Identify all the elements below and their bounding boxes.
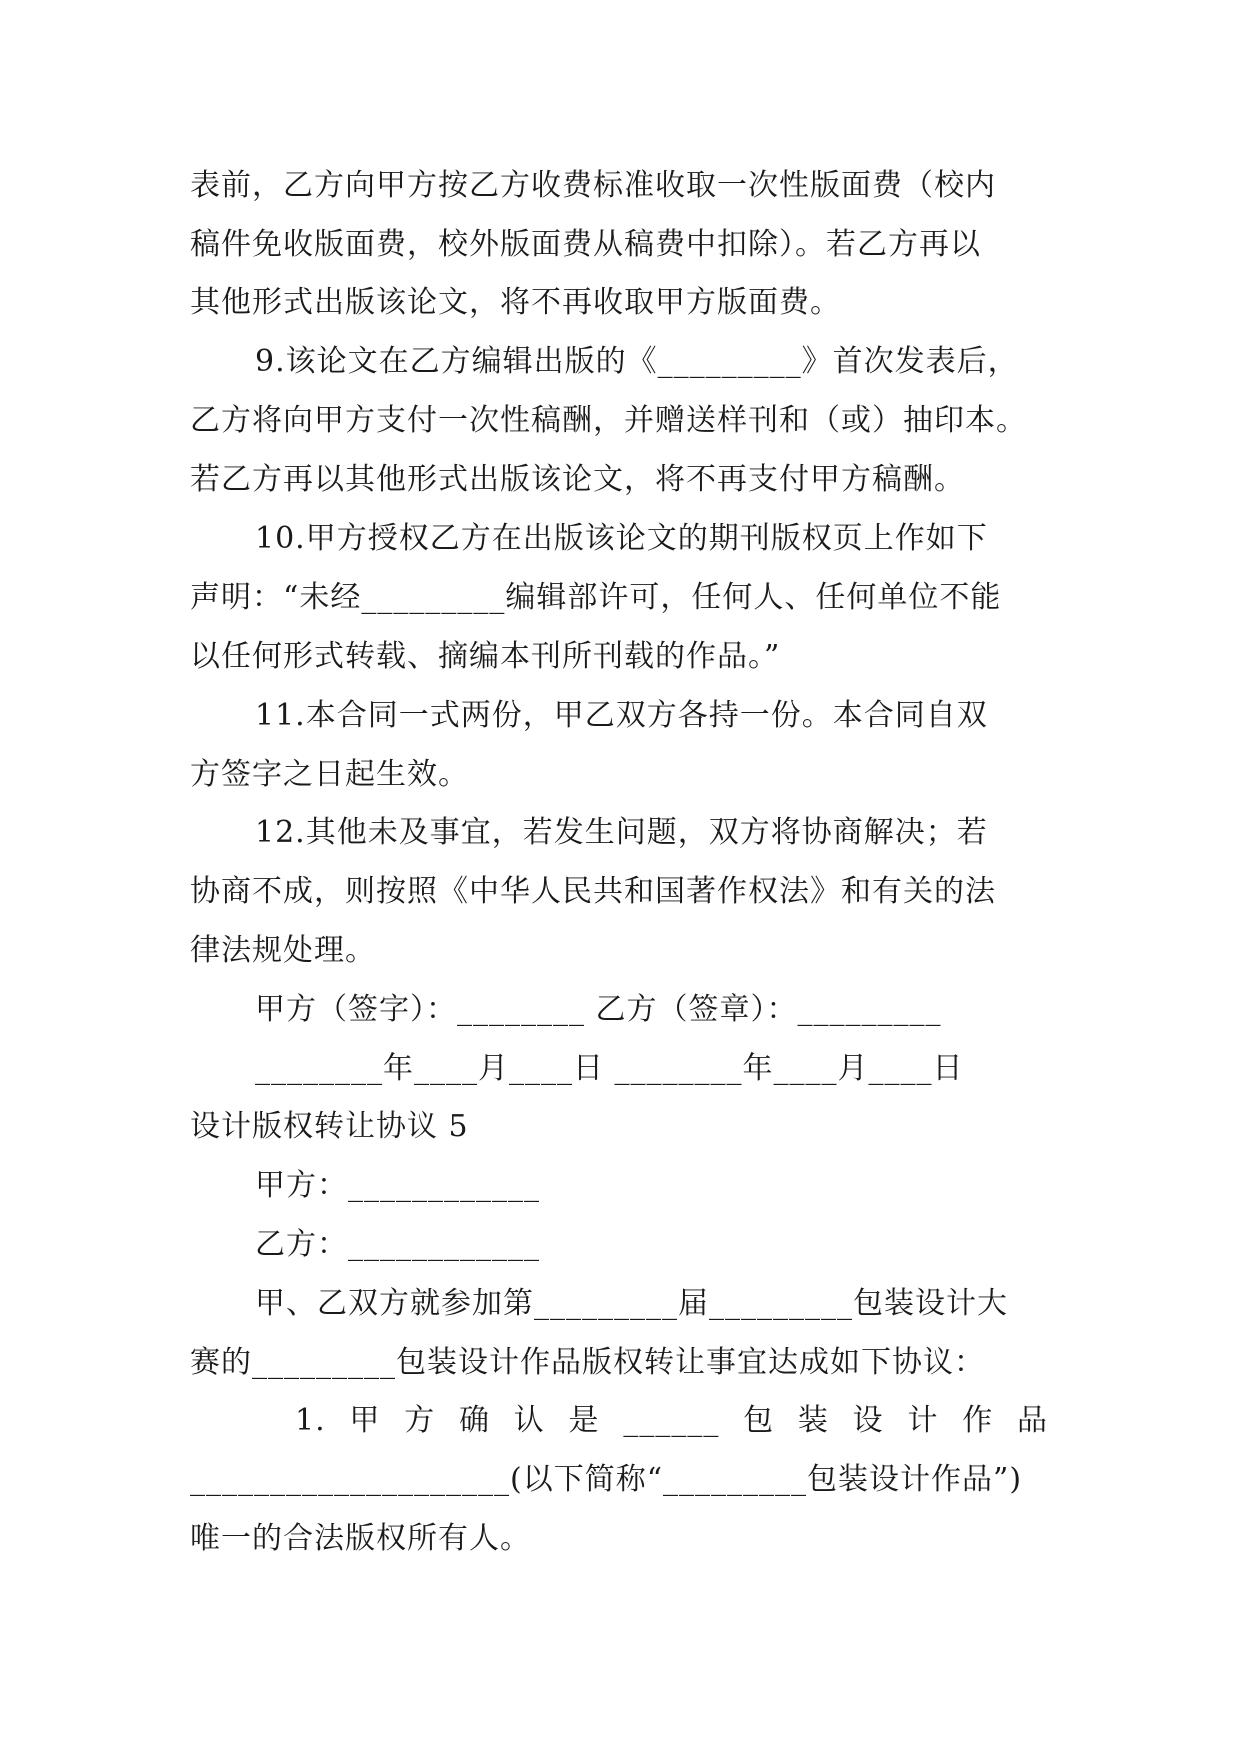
- clause-12: 12.其他未及事宜，若发生问题，双方将协商解决；若: [255, 815, 988, 850]
- text-line: ____________________(以下简称“_________包装设计作品”): [190, 1462, 1023, 1497]
- text-line: 以任何形式转载、摘编本刊所刊载的作品。”: [190, 639, 781, 674]
- text-line: 协商不成，则按照《中华人民共和国著作权法》和有关的法: [190, 874, 996, 909]
- spread-token: 认: [513, 1403, 545, 1438]
- spread-token: 甲: [349, 1403, 381, 1438]
- text-line: 唯一的合法版权所有人。: [190, 1521, 531, 1556]
- spread-token: 设: [852, 1403, 884, 1438]
- spread-token: 方: [404, 1403, 436, 1438]
- spread-token: 确: [458, 1403, 490, 1438]
- text-line: 律法规处理。: [190, 933, 376, 968]
- text-line: 甲、乙双方就参加第_________届_________包装设计大: [255, 1286, 1008, 1321]
- text-line: 乙方将向甲方支付一次性稿酬，并赠送样刊和（或）抽印本。: [190, 403, 1027, 438]
- spread-token: 1.: [295, 1403, 326, 1438]
- spread-token: 作: [962, 1403, 994, 1438]
- party-a-line: 甲方：____________: [255, 1168, 540, 1203]
- clause-10: 10.甲方授权乙方在出版该论文的期刊版权页上作如下: [255, 521, 988, 556]
- party-b-line: 乙方：____________: [255, 1227, 540, 1262]
- text-line: 声明：“未经_________编辑部许可，任何人、任何单位不能: [190, 580, 1002, 615]
- text-line: 稿件免收版面费，校外版面费从稿费中扣除）。若乙方再以: [190, 227, 981, 262]
- date-line: ________年____月____日 ________年____月____日: [255, 1051, 964, 1086]
- text-line: 表前，乙方向甲方按乙方收费标准收取一次性版面费（校内: [190, 168, 996, 203]
- spread-token: 是: [568, 1403, 600, 1438]
- signature-line: 甲方（签字）：________ 乙方（签章）：_________: [255, 992, 942, 1027]
- clause-11: 11.本合同一式两份，甲乙双方各持一份。本合同自双: [255, 698, 988, 733]
- text-line: 赛的_________包装设计作品版权转让事宜达成如下协议：: [190, 1345, 985, 1380]
- section-title: 设计版权转让协议 5: [190, 1109, 469, 1144]
- clause-9: 9.该论文在乙方编辑出版的《_________》首次发表后，: [255, 344, 1019, 379]
- spread-token: 包: [743, 1403, 775, 1438]
- spread-token: 装: [797, 1403, 829, 1438]
- text-line: 若乙方再以其他形式出版该论文，将不再支付甲方稿酬。: [190, 462, 965, 497]
- clause-1-spread-line: [190, 1401, 1048, 1441]
- text-line: 方签字之日起生效。: [190, 757, 469, 792]
- spread-token: ______: [623, 1403, 720, 1438]
- text-line: 其他形式出版该论文，将不再收取甲方版面费。: [190, 285, 841, 320]
- spread-token: 计: [907, 1403, 939, 1438]
- spread-token: 品: [1017, 1403, 1048, 1438]
